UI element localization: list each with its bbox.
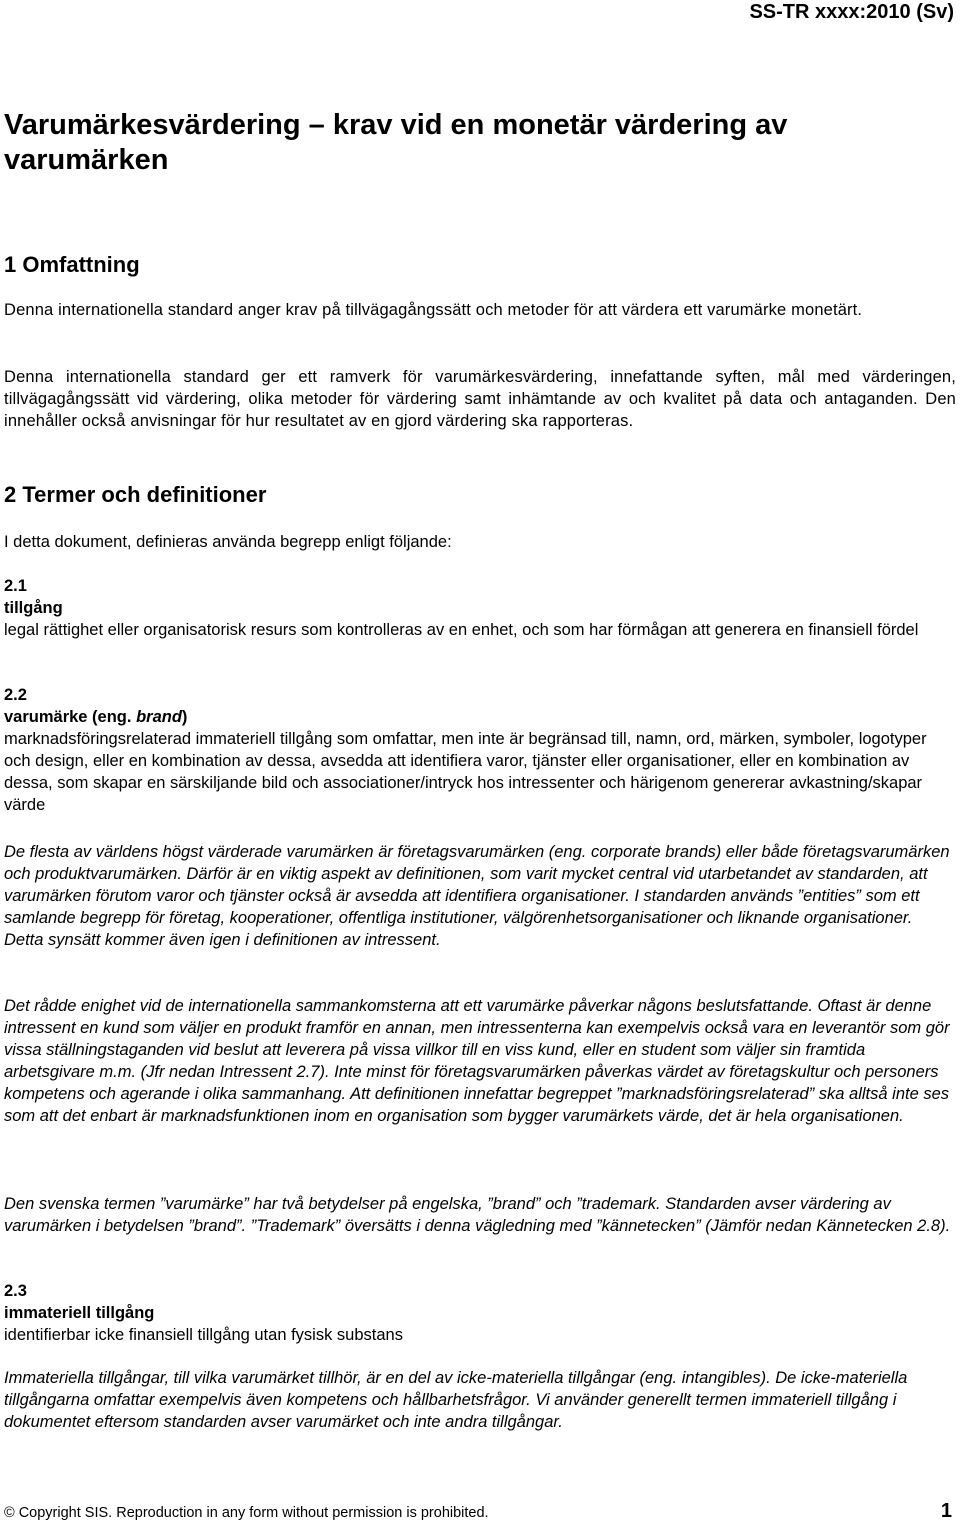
explanatory-note: Immateriella tillgångar, till vilka varumärket tillhör, är en del av icke-materiella tillgångar (eng. intangibles). De icke-materiella tillgångarna omfattar exempelvis även kompetens och hållbarhetsfrågor. Vi använder generellt termen immateriell tillgång i dokumentet eftersom standarden avser varumärket och inte andra tillgångar. xyxy=(4,1369,908,1431)
term-definition: legal rättighet eller organisatorisk resurs som kontrolleras av en enhet, och som har förmågan att generera en finansiell fördel xyxy=(4,621,919,639)
scope-paragraph-2: Denna internationella standard ger ett ramverk för varumärkesvärdering, innefattande syften, mål med värderingen, tillvägagångssätt vid värdering, olika metoder för värdering samt inhämtande av och kvalitet på data och antaganden. Den innehåller också anvisningar för hur resultatet av en gjord värdering ska rapporteras. xyxy=(4,368,956,430)
explanatory-note: Den svenska termen ”varumärke” har två betydelser på engelska, ”brand” och ”trademark. Standarden avser värdering av varumärken i betydelsen ”brand”. ”Trademark” översätts i denna vägledning med ”kännetecken” (Jämför nedan Kännetecken 2.8). xyxy=(4,1195,951,1235)
scope-paragraph-1: Denna internationella standard anger krav på tillvägagångssätt och metoder för att värdera ett varumärke monetärt. xyxy=(4,301,863,319)
explanatory-note: De flesta av världens högst värderade varumärken är företagsvarumärken (eng. corporate brands) eller både företagsvarumärken och produktvarumärken. Därför är en viktig aspekt av definitionen, som varit mycket central vid utarbetandet av standarden, att varumärken förutom varor och tjänster också är avsedda att identifiera organisationer. I standarden används ”entities” som ett samlande begrepp för företag, kooperationer, offentliga institutioner, välgörenhetsorganisationer och liknande organisationer. Detta synsätt kommer även igen i definitionen av intressent. xyxy=(4,843,950,949)
term-label: immateriell tillgång xyxy=(4,1304,155,1322)
term-number: 2.3 xyxy=(4,1282,27,1300)
copyright-notice: © Copyright SIS. Reproduction in any form without permission is prohibited. xyxy=(4,1505,489,1521)
term-label-text: varumärke (eng. xyxy=(4,708,137,726)
term-label: tillgång xyxy=(4,599,63,617)
term-label xyxy=(4,706,956,728)
standard-id: SS-TR xxxx:2010 (Sv) xyxy=(749,1,954,23)
section-heading-scope: 1 Omfattning xyxy=(4,252,140,277)
term-label-close: ) xyxy=(181,708,188,726)
explanatory-note: Det rådde enighet vid de internationella sammankomsterna att ett varumärke påverkar någons beslutsfattande. Oftast är denne intressent en kund som väljer en produkt framför en annan, men intressenterna kan exempelvis också vara en leverantör som gör vissa ställningstaganden vid beslut att leverera på vissa villkor till en viss kund, eller en student som väljer sin framtida arbetsgivare m.m. (Jfr nedan Intressent 2.7). Inte minst för företagsvarumärken påverkas värdet av företagskultur och personers kompetens och agerande i olika sammanhang. Att definitionen innefattar begreppet ”marknadsföringsrelaterad” ska alltså inte ses som att det enbart är marknadsfunktionen inom en organisation som bygger varumärkets värde, det är hela organisationen. xyxy=(4,997,950,1125)
page-number: 1 xyxy=(940,1500,952,1522)
term-label-english: brand xyxy=(136,708,182,726)
terms-intro: I detta dokument, definieras använda begrepp enligt följande: xyxy=(4,533,452,551)
term-number: 2.2 xyxy=(4,686,27,704)
document-title: Varumärkesvärdering – krav vid en monetär värdering av varumärken xyxy=(4,109,788,176)
term-definition: identifierbar icke finansiell tillgång utan fysisk substans xyxy=(4,1326,403,1344)
term-definition: marknadsföringsrelaterad immateriell tillgång som omfattar, men inte är begränsad till, namn, ord, märken, symboler, logotyper och design, eller en kombination av dessa, avsedda att identifiera varor, tjänster eller organisationer, eller en kombination av dessa, som skapar en särskiljande bild och associationer/intryck hos intressenter och härigenom genererar avkastning/skapar värde xyxy=(4,730,927,814)
section-heading-terms: 2 Termer och definitioner xyxy=(4,482,267,507)
term-number: 2.1 xyxy=(4,577,27,595)
